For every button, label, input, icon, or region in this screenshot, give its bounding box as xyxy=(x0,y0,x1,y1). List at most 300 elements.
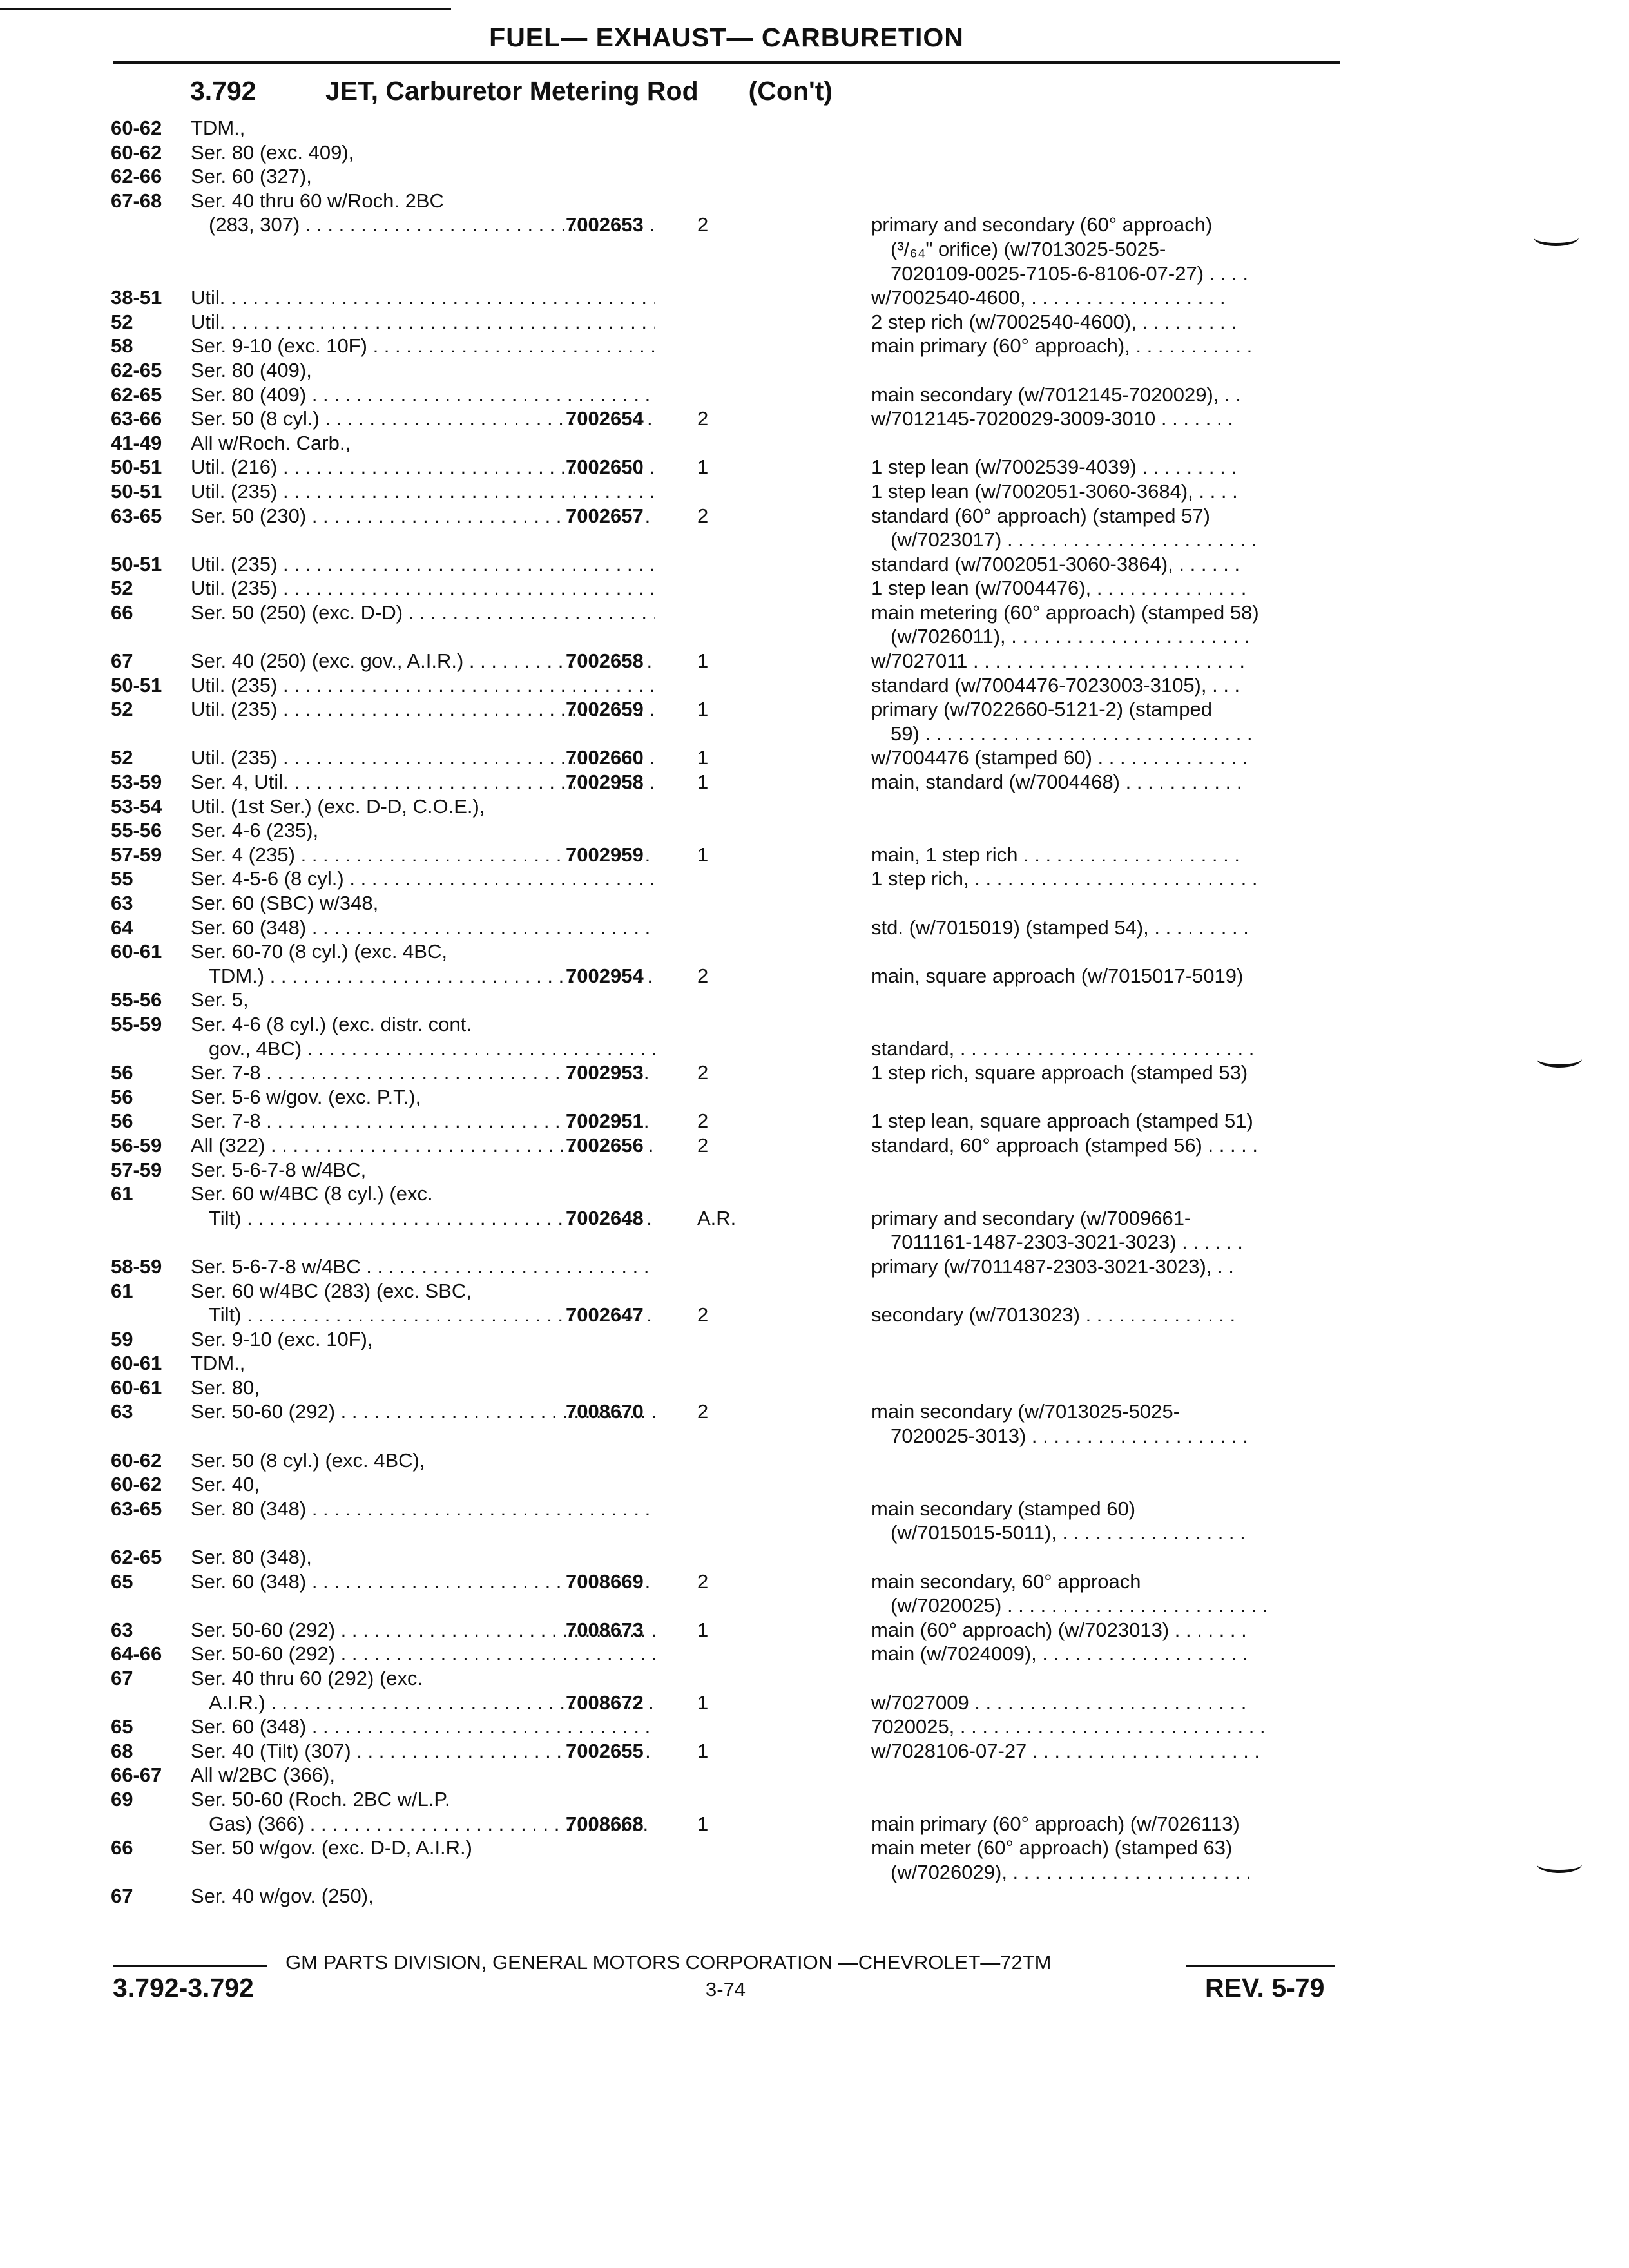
table-row xyxy=(111,285,1348,310)
table-row xyxy=(111,1739,1348,1763)
model-year: 57-59 xyxy=(111,1158,162,1181)
remarks: 1 step rich, . . . . . . . . . . . . . . . . . . . . . . . . . . xyxy=(871,867,1258,890)
table-row xyxy=(111,334,1348,358)
table-row xyxy=(111,358,1348,383)
model-year: 63 xyxy=(111,1618,133,1641)
remarks: 1 step lean (w/7002539-4039) . . . . . . . . . xyxy=(871,456,1237,479)
table-row xyxy=(111,1061,1348,1085)
remarks: w/7027011 . . . . . . . . . . . . . . . . . . . . . . . . . xyxy=(871,649,1246,673)
quantity: 2 xyxy=(697,1110,709,1133)
remarks: primary and secondary (60° approach) xyxy=(871,213,1213,236)
application-description: Util. (235) . . . xyxy=(191,552,655,577)
remarks: std. (w/7015019) (stamped 54), . . . . . . . . . xyxy=(871,916,1249,939)
model-year: 57-59 xyxy=(111,843,162,866)
quantity: 1 xyxy=(697,1739,709,1762)
model-year: 62-65 xyxy=(111,383,162,406)
quantity: 2 xyxy=(697,1400,709,1423)
application-description: Ser. 60 w/4BC (283) (exc. SBC, xyxy=(191,1279,472,1302)
application-description: Ser. 7-8 . . . xyxy=(191,1061,655,1085)
table-row xyxy=(111,697,1348,722)
model-year: 56 xyxy=(111,1110,133,1133)
part-number: 7002655 xyxy=(566,1739,644,1762)
application-description: Ser. 80 (409), xyxy=(191,358,312,381)
margin-mark xyxy=(1537,1856,1582,1873)
table-row xyxy=(111,1182,1348,1206)
table-row xyxy=(111,576,1348,601)
table-row xyxy=(111,237,1348,262)
remarks: main (w/7024009), . . . . . . . . . . . . . . . . . . . xyxy=(871,1642,1248,1666)
remarks: w/7002540-4600, . . . . . . . . . . . . . . . . . . xyxy=(871,286,1226,309)
model-year: 69 xyxy=(111,1787,133,1811)
application-description: Ser. 60-70 (8 cyl.) (exc. 4BC, xyxy=(191,940,447,963)
application-description: All (322) . . . xyxy=(191,1133,655,1158)
model-year: 58-59 xyxy=(111,1254,162,1278)
quantity: 2 xyxy=(697,1570,709,1593)
table-row xyxy=(111,310,1348,334)
part-number: 7002658 xyxy=(566,649,644,673)
model-year: 55 xyxy=(111,867,133,890)
quantity: 2 xyxy=(697,1303,709,1327)
table-row xyxy=(111,1206,1348,1231)
remarks: (w/7023017) . . . . . . . . . . . . . . . . . . . . . . . xyxy=(891,528,1257,552)
table-row xyxy=(111,1545,1348,1570)
table-row xyxy=(111,1715,1348,1739)
quantity: 1 xyxy=(697,746,709,769)
table-row xyxy=(111,164,1348,189)
application-description: Ser. 60 (348) . . . xyxy=(191,1570,655,1594)
application-description: Ser. 50-60 (292) . . . xyxy=(191,1642,655,1666)
table-row xyxy=(111,1860,1348,1885)
application-description: Ser. 4-6 (235), xyxy=(191,819,319,842)
table-row xyxy=(111,1376,1348,1400)
application-description: Ser. 60 w/4BC (8 cyl.) (exc. xyxy=(191,1182,433,1206)
application-description: Ser. 4, Util. . . . xyxy=(191,770,655,794)
model-year: 66-67 xyxy=(111,1763,162,1787)
table-row xyxy=(111,140,1348,165)
application-description: Tilt) . . . xyxy=(209,1206,655,1231)
model-year: 38-51 xyxy=(111,286,162,309)
remarks: (w/7026011), . . . . . . . . . . . . . . . . . . . . . . xyxy=(891,625,1250,648)
application-description: Ser. 50 (8 cyl.) (exc. 4BC), xyxy=(191,1448,425,1472)
model-year: 60-62 xyxy=(111,140,162,164)
model-year: 52 xyxy=(111,746,133,769)
model-year: 62-66 xyxy=(111,165,162,188)
item-number: 3.792 xyxy=(190,76,256,106)
model-year: 55-56 xyxy=(111,819,162,842)
model-year: 50-51 xyxy=(111,552,162,575)
part-number: 7002959 xyxy=(566,843,644,866)
table-row xyxy=(111,1109,1348,1133)
application-description: Ser. 80 (348), xyxy=(191,1546,312,1569)
model-year: 41-49 xyxy=(111,431,162,454)
model-year: 56-59 xyxy=(111,1133,162,1157)
table-row xyxy=(111,1618,1348,1642)
table-row xyxy=(111,552,1348,577)
table-row xyxy=(111,189,1348,213)
application-description: Ser. 50 w/gov. (exc. D-D, A.I.R.) xyxy=(191,1836,472,1860)
model-year: 64-66 xyxy=(111,1642,162,1666)
application-description: Ser. 5, xyxy=(191,988,249,1012)
table-row xyxy=(111,649,1348,673)
application-description: Ser. 60 (348) . . . xyxy=(191,1715,655,1739)
quantity: 1 xyxy=(697,456,709,479)
remarks: secondary (w/7013023) . . . . . . . . . . . . . . xyxy=(871,1303,1236,1327)
table-row xyxy=(111,1497,1348,1521)
model-year: 55-56 xyxy=(111,988,162,1012)
part-number: 7008669 xyxy=(566,1570,644,1593)
model-year: 61 xyxy=(111,1279,133,1302)
model-year: 52 xyxy=(111,310,133,333)
model-year: 58 xyxy=(111,334,133,358)
model-year: 60-61 xyxy=(111,1352,162,1375)
table-row xyxy=(111,794,1348,819)
model-year: 55-59 xyxy=(111,1012,162,1035)
remarks: 7020025, . . . . . . . . . . . . . . . . . . . . . . . . . . . . xyxy=(871,1715,1266,1738)
application-description: Util. (235) . . . xyxy=(191,673,655,698)
remarks: main, standard (w/7004468) . . . . . . . . . . . xyxy=(871,771,1242,794)
table-row xyxy=(111,1521,1348,1545)
table-row xyxy=(111,1351,1348,1376)
model-year: 64 xyxy=(111,916,133,939)
part-number: 7002659 xyxy=(566,698,644,721)
table-row xyxy=(111,1448,1348,1473)
application-description: Ser. 40 (Tilt) (307) . . . xyxy=(191,1739,655,1763)
remarks: (w/7020025) . . . . . . . . . . . . . . . . . . . . . . . . xyxy=(891,1594,1268,1617)
item-continued: (Con't) xyxy=(748,76,833,106)
application-description: Ser. 40 (250) (exc. gov., A.I.R.) . . . . xyxy=(191,649,655,673)
item-heading xyxy=(190,76,833,106)
table-row xyxy=(111,867,1348,891)
model-year: 61 xyxy=(111,1182,133,1206)
part-number: 7002654 xyxy=(566,407,644,430)
remarks: standard (w/7004476-7023003-3105), . . . xyxy=(871,673,1240,697)
table-row xyxy=(111,1666,1348,1691)
part-number: 7002647 xyxy=(566,1303,644,1327)
table-row xyxy=(111,673,1348,698)
application-description: Ser. 80 (348) . . . xyxy=(191,1497,655,1521)
footer-rule-right xyxy=(1186,1965,1335,1967)
model-year: 67 xyxy=(111,649,133,673)
footer-item-range: 3.792-3.792 xyxy=(113,1973,254,2003)
application-description: Util. . . . xyxy=(191,285,655,310)
table-row xyxy=(111,116,1348,140)
part-number: 7002958 xyxy=(566,771,644,794)
part-number: 7002656 xyxy=(566,1133,644,1157)
table-row xyxy=(111,528,1348,552)
application-description: Ser. 4-5-6 (8 cyl.) . . . xyxy=(191,867,655,891)
model-year: 66 xyxy=(111,1836,133,1860)
part-number: 7002951 xyxy=(566,1110,644,1133)
remarks: main, 1 step rich . . . . . . . . . . . . . . . . . . . . xyxy=(871,843,1240,866)
table-row xyxy=(111,1230,1348,1254)
remarks: 59) . . . . . . . . . . . . . . . . . . . . . . . . . . . . . . xyxy=(891,722,1253,745)
application-description: Ser. 50 (8 cyl.) . . . xyxy=(191,407,655,431)
application-description: Ser. 5-6-7-8 w/4BC, xyxy=(191,1158,367,1181)
application-description: Ser. 50 (250) (exc. D-D) . . . xyxy=(191,601,655,625)
margin-mark xyxy=(1534,229,1579,246)
table-row xyxy=(111,745,1348,770)
application-description: Ser. 60 (SBC) w/348, xyxy=(191,892,379,914)
model-year: 60-62 xyxy=(111,1473,162,1496)
model-year: 50-51 xyxy=(111,673,162,697)
application-description: TDM., xyxy=(191,1352,246,1375)
application-description: Ser. 40 w/gov. (250), xyxy=(191,1885,374,1908)
remarks: main secondary (w/7013025-5025- xyxy=(871,1400,1181,1423)
remarks: (w/7015015-5011), . . . . . . . . . . . . . . . . . xyxy=(891,1521,1246,1544)
model-year: 60-62 xyxy=(111,117,162,139)
remarks: (w/7026029), . . . . . . . . . . . . . . . . . . . . . . xyxy=(891,1860,1251,1883)
table-row xyxy=(111,1012,1348,1037)
part-number: 7002660 xyxy=(566,746,644,769)
table-row xyxy=(111,1399,1348,1424)
table-row xyxy=(111,1254,1348,1279)
model-year: 50-51 xyxy=(111,456,162,479)
table-row xyxy=(111,843,1348,867)
model-year: 53-54 xyxy=(111,794,162,818)
table-row xyxy=(111,964,1348,988)
remarks: w/7012145-7020029-3009-3010 . . . . . . . xyxy=(871,407,1233,430)
section-title: FUEL— EXHAUST— CARBURETION xyxy=(489,23,964,52)
quantity: 1 xyxy=(697,1691,709,1714)
table-row xyxy=(111,1085,1348,1110)
remarks: w/7004476 (stamped 60) . . . . . . . . . . . . . . xyxy=(871,746,1248,769)
model-year: 59 xyxy=(111,1327,133,1350)
quantity: 1 xyxy=(697,1812,709,1835)
application-description: Ser. 5-6 w/gov. (exc. P.T.), xyxy=(191,1085,421,1108)
quantity: 1 xyxy=(697,649,709,673)
model-year: 62-65 xyxy=(111,1546,162,1569)
application-description: Ser. 60 (348) . . . xyxy=(191,916,655,940)
quantity: 2 xyxy=(697,1061,709,1084)
remarks: primary (w/7022660-5121-2) (stamped xyxy=(871,698,1212,721)
application-description: Ser. 40 thru 60 (292) (exc. xyxy=(191,1667,423,1689)
part-number: 7008670 xyxy=(566,1400,644,1423)
part-number: 7008672 xyxy=(566,1691,644,1714)
model-year: 56 xyxy=(111,1085,133,1108)
application-description: Util. . . . xyxy=(191,310,655,334)
table-row xyxy=(111,1327,1348,1352)
remarks: main primary (60° approach), . . . . . . . . . . . xyxy=(871,334,1253,358)
model-year: 67 xyxy=(111,1667,133,1689)
item-name: JET, Carburetor Metering Rod xyxy=(325,76,699,106)
application-description: Ser. 50-60 (292) . . . xyxy=(191,1399,655,1424)
table-row xyxy=(111,431,1348,456)
quantity: 2 xyxy=(697,504,709,527)
revision-date: REV. 5-79 xyxy=(1205,1973,1325,2003)
remarks: main metering (60° approach) (stamped 58) xyxy=(871,601,1259,624)
application-description: Ser. 5-6-7-8 w/4BC . . . xyxy=(191,1254,655,1279)
part-number: 7008673 xyxy=(566,1618,644,1641)
application-description: TDM., xyxy=(191,117,246,139)
table-row xyxy=(111,1593,1348,1618)
remarks: 7020025-3013) . . . . . . . . . . . . . . . . . . . . xyxy=(891,1425,1248,1448)
model-year: 65 xyxy=(111,1570,133,1593)
parts-list xyxy=(111,116,1348,1908)
application-description: Ser. 80 (exc. 409), xyxy=(191,140,354,164)
table-row xyxy=(111,891,1348,916)
application-description: Util. (235) . . . xyxy=(191,479,655,504)
remarks: 7011161-1487-2303-3021-3023) . . . . . . xyxy=(891,1231,1243,1254)
part-number: 7002650 xyxy=(566,456,644,479)
part-number: 7002653 xyxy=(566,213,644,236)
application-description: Util. (216) . . . xyxy=(191,455,655,479)
application-description: Tilt) . . . xyxy=(209,1303,655,1327)
table-row xyxy=(111,1570,1348,1594)
table-row xyxy=(111,939,1348,964)
application-description: TDM.) . . . xyxy=(209,964,655,988)
model-year: 63-65 xyxy=(111,1497,162,1520)
application-description: Ser. 40 thru 60 w/Roch. 2BC xyxy=(191,189,444,212)
table-row xyxy=(111,722,1348,746)
model-year: 66 xyxy=(111,601,133,624)
model-year: 62-65 xyxy=(111,358,162,381)
remarks: standard, 60° approach (stamped 56) . . . . . xyxy=(871,1133,1258,1157)
quantity: 1 xyxy=(697,1618,709,1641)
remarks: main secondary, 60° approach xyxy=(871,1570,1141,1593)
table-row xyxy=(111,407,1348,431)
table-row xyxy=(111,988,1348,1012)
quantity: 1 xyxy=(697,771,709,794)
page-number: 3-74 xyxy=(706,1978,746,2001)
remarks: main meter (60° approach) (stamped 63) xyxy=(871,1836,1233,1860)
remarks: w/7027009 . . . . . . . . . . . . . . . . . . . . . . . . . xyxy=(871,1691,1247,1714)
table-row xyxy=(111,1279,1348,1303)
table-row xyxy=(111,1037,1348,1061)
table-row xyxy=(111,1133,1348,1158)
model-year: 56 xyxy=(111,1061,133,1084)
footer-publisher: GM PARTS DIVISION, GENERAL MOTORS CORPORATION —CHEVROLET—72TM xyxy=(285,1951,1052,1974)
remarks: 1 step lean (w/7004476), . . . . . . . . . . . . . . xyxy=(871,577,1247,600)
quantity: A.R. xyxy=(697,1206,737,1229)
part-number: 7008668 xyxy=(566,1812,644,1835)
margin-mark xyxy=(1537,1050,1582,1068)
quantity: 1 xyxy=(697,698,709,721)
application-description: Ser. 9-10 (exc. 10F) . . . xyxy=(191,334,655,358)
remarks: main (60° approach) (w/7023013) . . . . . . . xyxy=(871,1618,1247,1641)
table-row xyxy=(111,479,1348,504)
quantity: 2 xyxy=(697,407,709,430)
table-row xyxy=(111,1691,1348,1715)
page-header xyxy=(113,23,1340,64)
table-row xyxy=(111,504,1348,528)
model-year: 63-66 xyxy=(111,407,162,430)
table-row xyxy=(111,1472,1348,1497)
model-year: 52 xyxy=(111,698,133,721)
application-description: Util. (1st Ser.) (exc. D-D, C.O.E.), xyxy=(191,794,485,818)
footer-rule-left xyxy=(113,1965,267,1967)
model-year: 60-62 xyxy=(111,1448,162,1472)
application-description: Ser. 4 (235) . . . xyxy=(191,843,655,867)
model-year: 50-51 xyxy=(111,479,162,503)
application-description: Ser. 7-8 . . . xyxy=(191,1109,655,1133)
model-year: 67 xyxy=(111,1885,133,1908)
table-row xyxy=(111,1763,1348,1787)
application-description: Gas) (366) . . . xyxy=(209,1812,655,1836)
table-row xyxy=(111,1642,1348,1666)
remarks: primary (w/7011487-2303-3021-3023), . . xyxy=(871,1254,1234,1278)
table-row xyxy=(111,1787,1348,1812)
application-description: (283, 307) . . . xyxy=(209,213,655,237)
top-edge-rule xyxy=(0,8,451,10)
application-description: All w/Roch. Carb., xyxy=(191,431,351,454)
application-description: Ser. 40, xyxy=(191,1473,260,1496)
application-description: Ser. 50-60 (292) . . . xyxy=(191,1618,655,1642)
model-year: 68 xyxy=(111,1739,133,1762)
table-row xyxy=(111,818,1348,843)
remarks: 1 step lean (w/7002051-3060-3684), . . . . xyxy=(871,479,1238,503)
remarks: 1 step rich, square approach (stamped 53) xyxy=(871,1061,1248,1084)
model-year: 67-68 xyxy=(111,189,162,212)
quantity: 1 xyxy=(697,843,709,866)
application-description: Util. (235) . . . xyxy=(191,576,655,601)
application-description: All w/2BC (366), xyxy=(191,1763,335,1787)
application-description: A.I.R.) . . . xyxy=(209,1691,655,1715)
quantity: 2 xyxy=(697,1133,709,1157)
remarks: standard (w/7002051-3060-3864), . . . . . . xyxy=(871,552,1240,575)
model-year: 63-65 xyxy=(111,504,162,527)
remarks: main secondary (w/7012145-7020029), . . xyxy=(871,383,1241,406)
remarks: 7020109-0025-7105-6-8106-07-27) . . . . xyxy=(891,262,1248,285)
remarks: 2 step rich (w/7002540-4600), . . . . . . . . . xyxy=(871,310,1237,333)
remarks: primary and secondary (w/7009661- xyxy=(871,1206,1191,1229)
remarks: main secondary (stamped 60) xyxy=(871,1497,1136,1520)
application-description: Ser. 4-6 (8 cyl.) (exc. distr. cont. xyxy=(191,1012,472,1035)
table-row xyxy=(111,1158,1348,1182)
part-number: 7002953 xyxy=(566,1061,644,1084)
model-year: 52 xyxy=(111,577,133,600)
remarks: standard (60° approach) (stamped 57) xyxy=(871,504,1210,527)
remarks: (³/₆₄" orifice) (w/7013025-5025- xyxy=(891,237,1166,260)
model-year: 60-61 xyxy=(111,940,162,963)
table-row xyxy=(111,624,1348,649)
part-number: 7002648 xyxy=(566,1206,644,1229)
table-row xyxy=(111,601,1348,625)
remarks: standard, . . . . . . . . . . . . . . . . . . . . . . . . . . . xyxy=(871,1037,1255,1060)
table-row xyxy=(111,1812,1348,1836)
part-number: 7002954 xyxy=(566,964,644,987)
part-number: 7002657 xyxy=(566,504,644,527)
table-row xyxy=(111,1303,1348,1327)
quantity: 2 xyxy=(697,964,709,987)
application-description: Ser. 50-60 (Roch. 2BC w/L.P. xyxy=(191,1787,450,1811)
remarks: main primary (60° approach) (w/7026113) xyxy=(871,1812,1240,1835)
model-year: 65 xyxy=(111,1715,133,1738)
application-description: Util. (235) . . . xyxy=(191,697,655,722)
model-year: 53-59 xyxy=(111,771,162,794)
table-row xyxy=(111,770,1348,794)
model-year: 63 xyxy=(111,892,133,914)
application-description: Ser. 80 (409) . . . xyxy=(191,383,655,407)
model-year: 63 xyxy=(111,1400,133,1423)
application-description: Util. (235) . . . xyxy=(191,745,655,770)
application-description: Ser. 50 (230) . . . xyxy=(191,504,655,528)
table-row xyxy=(111,262,1348,286)
table-row xyxy=(111,213,1348,237)
model-year: 60-61 xyxy=(111,1376,162,1399)
table-row xyxy=(111,916,1348,940)
application-description: gov., 4BC) . . . xyxy=(209,1037,655,1061)
table-row xyxy=(111,1884,1348,1908)
remarks: main, square approach (w/7015017-5019) xyxy=(871,964,1244,987)
application-description: Ser. 60 (327), xyxy=(191,165,312,188)
table-row xyxy=(111,1836,1348,1860)
table-row xyxy=(111,383,1348,407)
table-row xyxy=(111,455,1348,479)
application-description: Ser. 9-10 (exc. 10F), xyxy=(191,1327,373,1350)
title-rule xyxy=(113,61,1340,64)
remarks: 1 step lean, square approach (stamped 51) xyxy=(871,1110,1253,1133)
table-row xyxy=(111,1424,1348,1448)
